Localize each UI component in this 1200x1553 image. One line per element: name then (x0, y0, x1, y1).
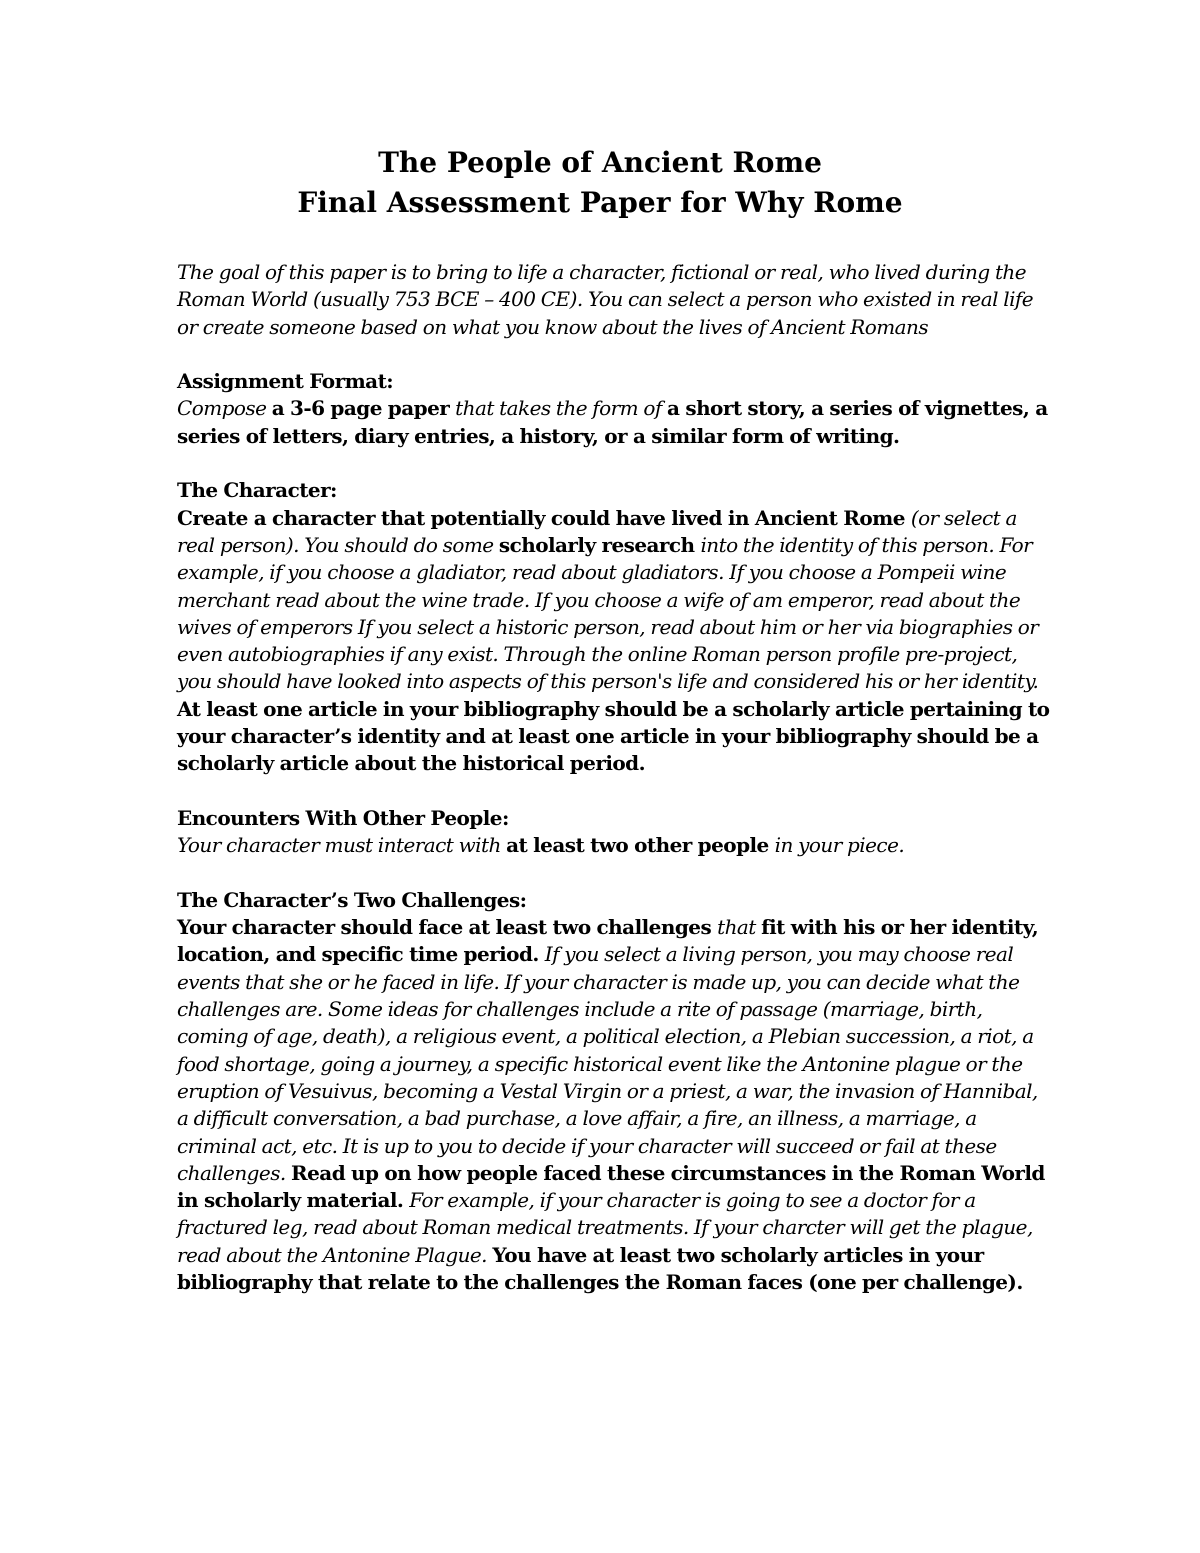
format-text-1: Compose (177, 396, 272, 421)
challenges-text-6: For example, if your character is going to see a doctor for a fractured leg, read about Roman medical treatments. If your charcter will get the plague, read about the Antonine Plague. (177, 1188, 1033, 1267)
challenges-text-5: Read up on how people faced these circumstances in the Roman World in scholarly material. (177, 1160, 1045, 1213)
character-text-5: At least one article in your bibliography should be a scholarly article pertaining to your character’s identity and at least one article in your bibliography should be a scholarly article about the historical period. (177, 696, 1050, 776)
encounters-text-1: Your character must interact with (177, 833, 507, 858)
assignment-format-section (177, 368, 1050, 450)
document-title (150, 143, 1050, 223)
character-text-3: scholarly research (498, 532, 701, 557)
challenges-text-2: that (717, 915, 762, 940)
format-text-3: that takes the form of (455, 396, 668, 421)
intro-paragraph: The goal of this paper is to bring to life a character, fictional or real, who lived during the Roman World (usually 753 BCE – 400 CE). You can select a person who existed in real life or create someone based on what you know about the lives of Ancient Romans (177, 260, 1034, 339)
character-text-2: (or select a real person). You should do some (177, 505, 1017, 557)
format-text-4: a short story, a series of vignettes, a series of letters, diary entries, a history, or a similar form of writing. (177, 396, 1048, 448)
encounters-section (177, 805, 1050, 860)
challenges-section (177, 887, 1050, 1296)
challenges-text-7: You have at least two scholarly articles in your bibliography that relate to the challenges the Roman faces (one per challenge). (177, 1242, 1023, 1294)
challenges-text-4: If you select a living person, you may choose real events that she or he faced in life. If your character is made up, you can decide what the challenges are. Some ideas for challenges include a rite of passage (marriage, birth, coming of age, death), a religious event, a political election, a Plebian succession, a riot, a food shortage, going a journey, a specific historical event like the Antonine plague or the eruption of Vesuivus, becoming a Vestal Virgin or a priest, a war, the invasion of Hannibal, a difficult conversation, a bad purchase, a love affair, a fire, an illness, a marriage, a criminal act, etc. It is up to you to decide if your character will succeed or fail at these challenges. (177, 942, 1038, 1185)
assignment-format-heading: Assignment Format: (177, 369, 394, 394)
encounters-text-2: at least two other people (506, 833, 775, 858)
character-text-1: Create a character that potentially could have lived in Ancient Rome (177, 505, 911, 530)
title-line-1: The People of Ancient Rome (378, 146, 822, 179)
character-text-4: into the identity of this person. For example, if you choose a gladiator, read about gladiators. If you choose a Pompeii wine merchant read about the wine trade. If you choose a wife of am emperor, read about the wives of emperors If you select a historic person, read about him or her via biographies or even autobiographies if any exist. Through the online Roman person profile pre-project, you should have looked into aspects of this person's life and considered his or her identity. (177, 532, 1039, 694)
challenges-heading: The Character’s Two Challenges: (177, 887, 527, 912)
character-section (177, 477, 1050, 777)
character-heading: The Character: (177, 478, 337, 503)
challenges-text-1: Your character should face at least two challenges (177, 915, 718, 940)
format-text-2: a 3-6 page paper (271, 396, 456, 421)
encounters-heading: Encounters With Other People: (177, 805, 509, 830)
challenges-text-3: fit with his or her identity, location, and specific time period. (177, 915, 1039, 967)
title-line-2: Final Assessment Paper for Why Rome (297, 186, 903, 219)
encounters-text-3: in your piece. (774, 833, 905, 858)
